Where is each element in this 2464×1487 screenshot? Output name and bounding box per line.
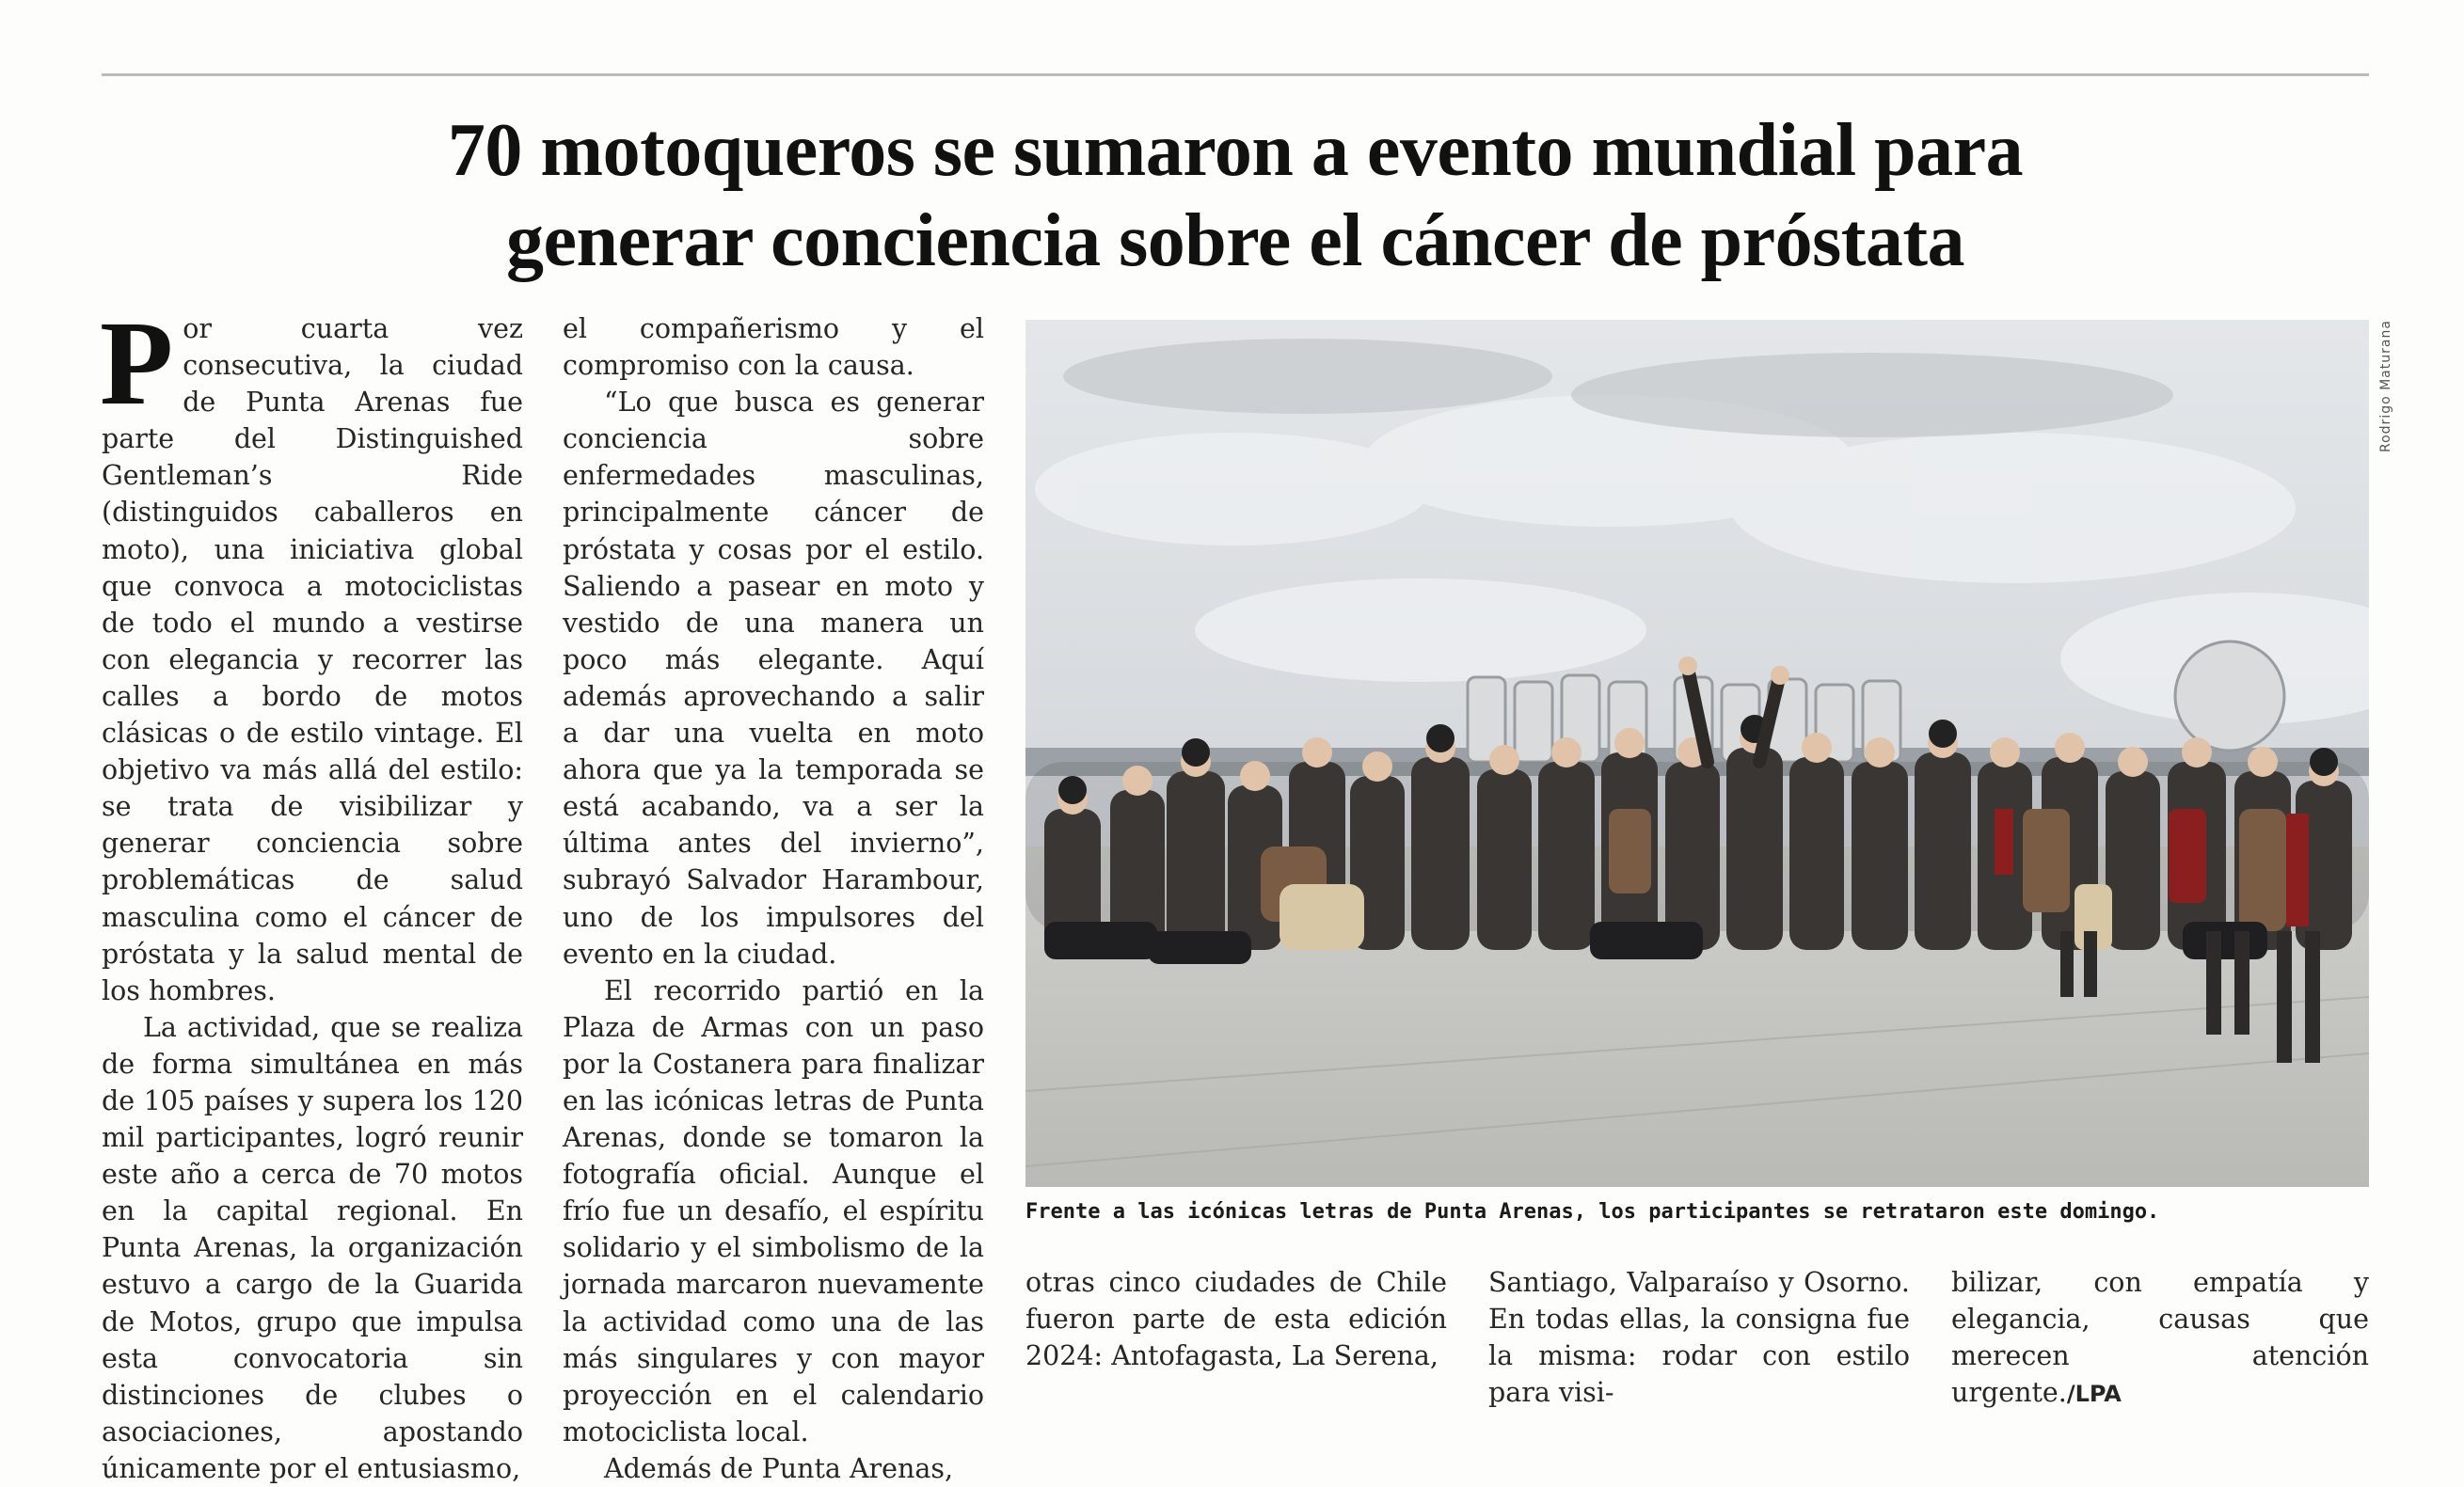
paragraph-quote: “Lo que busca es generar conciencia sobre enfermedades masculinas, principalmente cáncer de próstata y cosas por el estilo. Saliendo a pasear en moto y vestido de una manera un poco más elegante. Aquí además aprovechando a salir a dar una vuelta en moto ahora que ya la temporada se está acabando, va a ser la última antes del invierno”, subrayó Salvador Harambour, uno de los impulsores del evento en la ciudad. bbox=[563, 387, 984, 970]
article-column-5 bbox=[1951, 1264, 2369, 1413]
paragraph-continued: el compañerismo y el compromiso con la causa. bbox=[563, 313, 984, 382]
article-column-3 bbox=[1025, 1264, 1447, 1374]
group-photo bbox=[1025, 320, 2369, 1187]
photo-credit: Rodrigo Maturana bbox=[2378, 320, 2393, 452]
paragraph-closing bbox=[1951, 1264, 2369, 1413]
article-column-4 bbox=[1488, 1264, 1910, 1411]
headline-line-2: generar conciencia sobre el cáncer de próstata bbox=[506, 199, 1964, 282]
paragraph-cities-start: Además de Punta Arenas, bbox=[604, 1452, 954, 1484]
headline-line-1: 70 motoqueros se sumaron a evento mundial para bbox=[447, 109, 2024, 192]
article-column-2 bbox=[563, 310, 984, 1487]
paragraph-cities-continued: otras cinco ciudades de Chile fueron parte de esta edición 2024: Antofagasta, La Serena, bbox=[1025, 1267, 1447, 1372]
paragraph-1-text: or cuarta vez consecutiva, la ciudad de Punta Arenas fue parte del Distinguished Gentleman’s Ride (distinguidos caballeros en moto), una iniciativa global que convoca a motociclistas de todo el mundo a vestirse con elegancia y recorrer las calles a bordo de motos clásicas o de estilo vintage. El objetivo va más allá del estilo: se trata de visibilizar y generar conciencia sobre problemáticas de salud masculina como el cáncer de próstata y la salud mental de los hombres. bbox=[102, 313, 523, 1006]
author-signature: /LPA bbox=[2066, 1381, 2122, 1408]
top-rule bbox=[102, 73, 2369, 76]
drop-cap: P bbox=[100, 296, 174, 430]
closing-text: bilizar, con empatía y elegancia, causas que merecen atención urgente. bbox=[1951, 1267, 2369, 1409]
paragraph-2: La actividad, que se realiza de forma simultánea en más de 105 países y supera los 120 mil participantes, logró reunir este año a cerca de 70 motos en la capital regional. En Punta Arenas, la organización estuvo a cargo de la Guarida de Motos, grupo que impulsa esta convocatoria sin distinciones de clubes o asociaciones, apostando únicamente por el entusiasmo, bbox=[102, 1011, 523, 1484]
photo-caption: Frente a las icónicas letras de Punta Arenas, los participantes se retrataron este domingo. bbox=[1025, 1200, 2160, 1224]
paragraph-cities-list: Santiago, Valparaíso y Osorno. En todas ellas, la consigna fue la misma: rodar con estilo para visi- bbox=[1488, 1267, 1910, 1409]
headline bbox=[102, 105, 2369, 286]
article-column-1 bbox=[100, 296, 523, 1487]
paragraph-route: El recorrido partió en la Plaza de Armas con un paso por la Costanera para finalizar en las icónicas letras de Punta Arenas, donde se tomaron la fotografía oficial. Aunque el frío fue un desafío, el espíritu solidario y el simbolismo de la jornada marcaron nuevamente la actividad como una de las más singulares y con mayor proyección en el calendario motociclista local. bbox=[563, 974, 984, 1447]
group-photo-illustration bbox=[1025, 320, 2369, 1187]
paragraph-1 bbox=[100, 296, 523, 1009]
